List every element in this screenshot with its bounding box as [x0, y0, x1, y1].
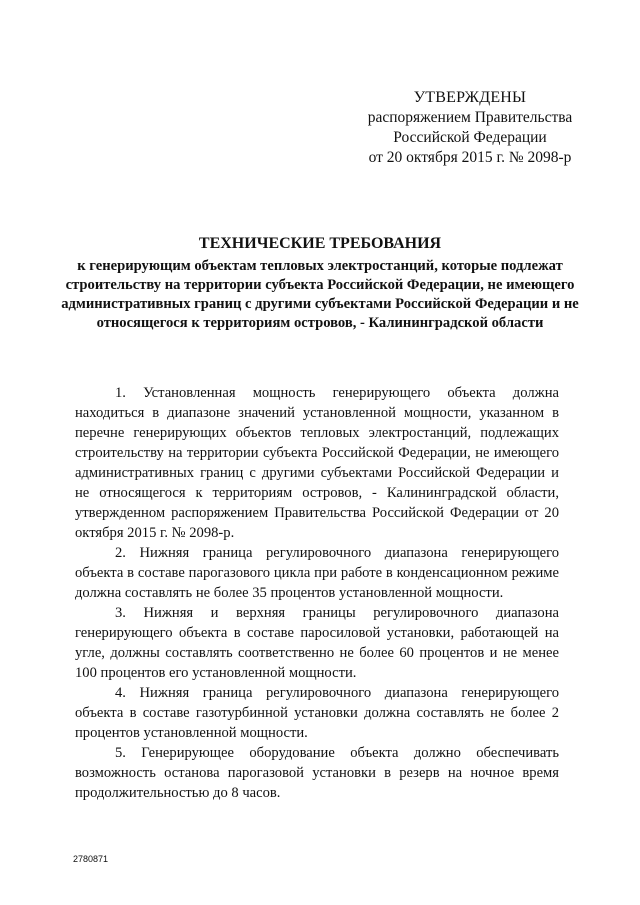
- approval-title: УТВЕРЖДЕНЫ: [413, 89, 527, 106]
- paragraph-1: 1. Установленная мощность генерирующего объекта должна находиться в диапазоне значений установленной мощности, указанном в перечне генерирующих объектов тепловых электростанций, подлежащих строительству на территории субъекта Российской Федерации, не имеющего административных границ с другими субъектами Российской Федерации и не относящегося к территориям островов, - Калининградской области, утвержденном распоряжением Правительства Российской Федерации от 20 октября 2015 г. № 2098-р.: [75, 385, 559, 541]
- document-subtitle: к генерирующим объектам тепловых электростанций, которые подлежат строительству на территории субъекта Российской Федерации, не имеющего административных границ с другими субъектами Российской Федерации и не относящегося к территориям островов, - Калининградской области: [61, 258, 579, 331]
- approval-line-2: Российской Федерации: [393, 129, 547, 146]
- approval-line-1: распоряжением Правительства: [367, 109, 573, 126]
- document-body: [75, 383, 559, 803]
- approval-block: [330, 88, 610, 168]
- document-code: 2780871: [73, 854, 109, 864]
- paragraph-4: 4. Нижняя граница регулировочного диапазона генерирующего объекта в составе газотурбинной установки должна составлять не более 2 процентов установленной мощности.: [75, 685, 559, 741]
- paragraph-3: 3. Нижняя и верхняя границы регулировочного диапазона генерирующего объекта в составе паросиловой установки, работающей на угле, должны составлять соответственно не более 60 процентов и не менее 100 процентов его установленной мощности.: [75, 605, 559, 681]
- paragraph-2: 2. Нижняя граница регулировочного диапазона генерирующего объекта в составе парогазового цикла при работе в конденсационном режиме должна составлять не более 35 процентов установленной мощности.: [75, 545, 559, 601]
- document-title: ТЕХНИЧЕСКИЕ ТРЕБОВАНИЯ: [198, 235, 442, 252]
- document-heading: [60, 233, 580, 333]
- approval-line-3: от 20 октября 2015 г. № 2098-р: [368, 149, 572, 166]
- paragraph-5: 5. Генерирующее оборудование объекта должно обеспечивать возможность останова парогазовой установки в резерв на ночное время продолжительностью до 8 часов.: [75, 745, 559, 801]
